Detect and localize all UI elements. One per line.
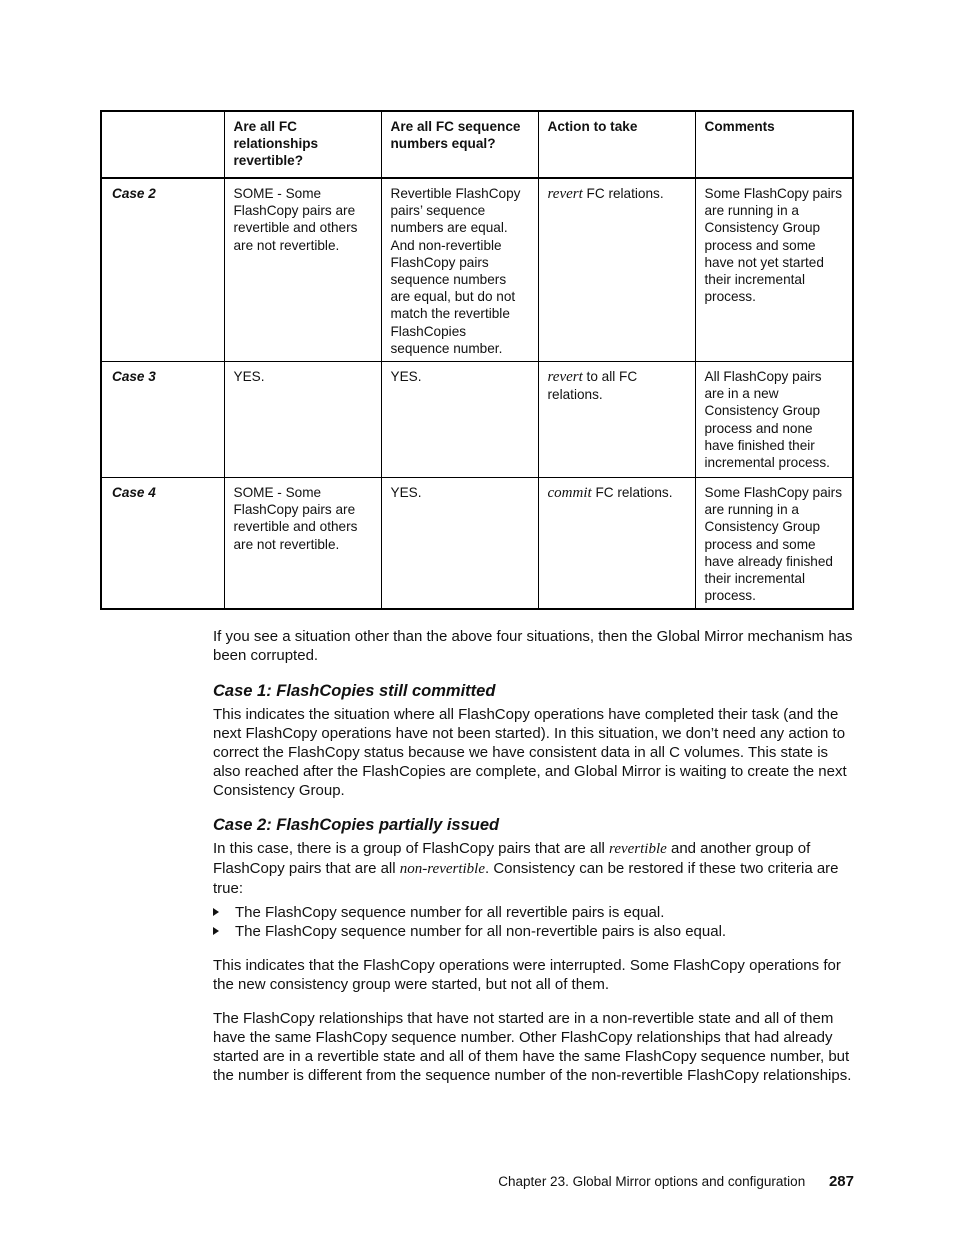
comments-cell: Some FlashCopy pairs are running in a Consistency Group process and some have not yet started their incremental process. [695, 178, 853, 362]
paragraph-text: If you see a situation other than the above four situations, then the Global Mirror mechanism has been corrupted. [213, 628, 853, 664]
header-cell-case [101, 111, 224, 178]
action-term: commit [547, 485, 592, 502]
text-run: . Consistency can be restored if these two criteria are true: [213, 860, 839, 897]
term-revertible: revertible [609, 841, 667, 857]
list-item [213, 903, 855, 922]
list-item-text: The FlashCopy sequence number for all revertible pairs is equal. [235, 904, 665, 921]
term-non-revertible: non-revertible [399, 861, 486, 877]
page-footer [498, 1173, 854, 1190]
paragraph-text: This indicates the situation where all FlashCopy operations have completed their task (and the next FlashCopy operations have not been started). In this situation, we don’t need any action to correct the FlashCopy status because we have consistent data in all C volumes. This state is also reached after the FlashCopies are complete, and Global Mirror is waiting to create the next Consistency Group. [213, 706, 847, 799]
header-cell-comments: Comments [695, 111, 853, 178]
text-run: In this case, there is a group of FlashCopy pairs that are all [213, 840, 610, 857]
header-cell-revertible: Are all FC relationships revertible? [224, 111, 381, 178]
action-rest: FC relations. [582, 186, 664, 201]
case2-paragraph [213, 839, 855, 898]
comments-cell: All FlashCopy pairs are in a new Consistency Group process and none have finished their incremental process. [695, 362, 853, 478]
section-heading-case1: Case 1: FlashCopies still committed [213, 682, 496, 700]
paragraph-text: This indicates that the FlashCopy operations were interrupted. Some FlashCopy operations for the new consistency group were started, but not all of them. [213, 957, 841, 993]
case-label: Case 4 [101, 478, 224, 610]
revertible-cell: YES. [224, 362, 381, 478]
interrupted-paragraph [213, 956, 855, 994]
bullet-triangle-icon [213, 908, 219, 916]
revertible-cell: SOME - Some FlashCopy pairs are revertible and others are not revertible. [224, 178, 381, 362]
paragraph-text: The FlashCopy relationships that have not started are in a non-revertible state and all of them have the same FlashCopy sequence number. Other FlashCopy relationships that had already started are in a revertible state and all of them have the same FlashCopy sequence number, but the number is different from the sequence number of the non-revertible FlashCopy relationships. [213, 1010, 852, 1084]
list-item-text: The FlashCopy sequence number for all non-revertible pairs is also equal. [235, 923, 727, 940]
list-item [213, 922, 855, 941]
table-header-row [101, 111, 853, 178]
case-table [100, 110, 854, 610]
intro-paragraph [213, 627, 855, 665]
paragraph-text [213, 839, 855, 898]
page-number: 287 [828, 1173, 854, 1190]
table-row [101, 478, 853, 610]
action-term: revert [547, 369, 583, 386]
header-cell-sequence: Are all FC sequence numbers equal? [381, 111, 538, 178]
sequence-cell: Revertible FlashCopy pairs’ sequence numbers are equal. And non-revertible FlashCopy pairs sequence numbers are equal, but do not match the revertible FlashCopies sequence number. [381, 178, 538, 362]
section-heading-case2: Case 2: FlashCopies partially issued [213, 816, 500, 834]
comments-cell: Some FlashCopy pairs are running in a Consistency Group process and some have already finished their incremental process. [695, 478, 853, 610]
action-cell [538, 362, 695, 478]
action-term: revert [547, 186, 583, 202]
table-row [101, 362, 853, 478]
action-cell [538, 478, 695, 610]
action-rest: to all FC relations. [547, 369, 638, 403]
action-rest: FC relations. [591, 485, 673, 501]
chapter-title: Chapter 23. Global Mirror options and configuration [498, 1174, 806, 1189]
sequence-cell: YES. [381, 362, 538, 478]
action-cell [538, 178, 695, 362]
header-cell-action: Action to take [538, 111, 695, 178]
criteria-list [213, 903, 855, 941]
case-label: Case 2 [101, 178, 224, 362]
bullet-triangle-icon [213, 927, 219, 935]
text-run: and another group of FlashCopy pairs that are all [213, 840, 811, 877]
relationships-paragraph [213, 1009, 855, 1085]
sequence-cell: YES. [381, 478, 538, 610]
table-row [101, 178, 853, 362]
case1-paragraph [213, 705, 855, 800]
case-label: Case 3 [101, 362, 224, 478]
revertible-cell: SOME - Some FlashCopy pairs are revertible and others are not revertible. [224, 478, 381, 610]
